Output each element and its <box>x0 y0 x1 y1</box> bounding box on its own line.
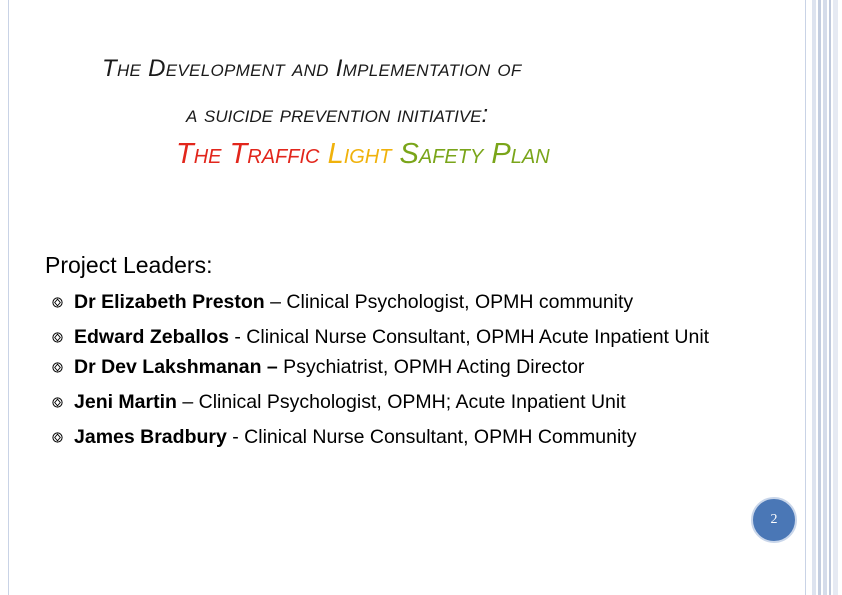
leader-name: Dr Elizabeth Preston <box>74 291 265 313</box>
list-item <box>52 355 792 379</box>
decorative-stripes <box>812 0 842 595</box>
project-leaders-heading: Project Leaders: <box>45 252 213 278</box>
leader-name: Edward Zeballos <box>74 326 229 348</box>
circle-diamond-bullet-icon <box>52 432 63 443</box>
circle-diamond-bullet-icon <box>52 397 63 408</box>
circle-diamond-bullet-icon <box>52 297 63 308</box>
page-number-badge: 2 <box>751 497 797 543</box>
title-line-1: The Development and Implementation of <box>102 55 522 82</box>
title-word-traffic: Traffic <box>229 138 320 170</box>
leader-name: Jeni Martin <box>74 391 177 413</box>
leader-role: – Clinical Psychologist, OPMH; Acute Inpatient Unit <box>176 391 626 413</box>
leader-name: Dr Dev Lakshmanan – <box>74 356 278 378</box>
list-item <box>52 425 792 449</box>
title-line-2: a suicide prevention initiative: <box>186 101 489 128</box>
leader-name: James Bradbury <box>74 426 227 448</box>
list-item <box>52 390 792 414</box>
title-word-light: Light <box>327 138 392 170</box>
title-word-plan: Plan <box>491 138 550 170</box>
leader-role: - Clinical Nurse Consultant, OPMH Acute Inpatient Unit <box>228 326 710 348</box>
circle-diamond-bullet-icon <box>52 332 63 343</box>
leader-role: Psychiatrist, OPMH Acting Director <box>277 356 585 378</box>
list-item <box>52 290 792 314</box>
title-word-safety: Safety <box>399 138 484 170</box>
title-line-3 <box>176 138 550 171</box>
leader-role: - Clinical Nurse Consultant, OPMH Community <box>226 426 637 448</box>
leader-role: – Clinical Psychologist, OPMH community <box>264 291 634 313</box>
leaders-list <box>52 290 792 460</box>
title-word-the: The <box>176 138 222 170</box>
circle-diamond-bullet-icon <box>52 362 63 373</box>
list-item <box>52 325 792 349</box>
